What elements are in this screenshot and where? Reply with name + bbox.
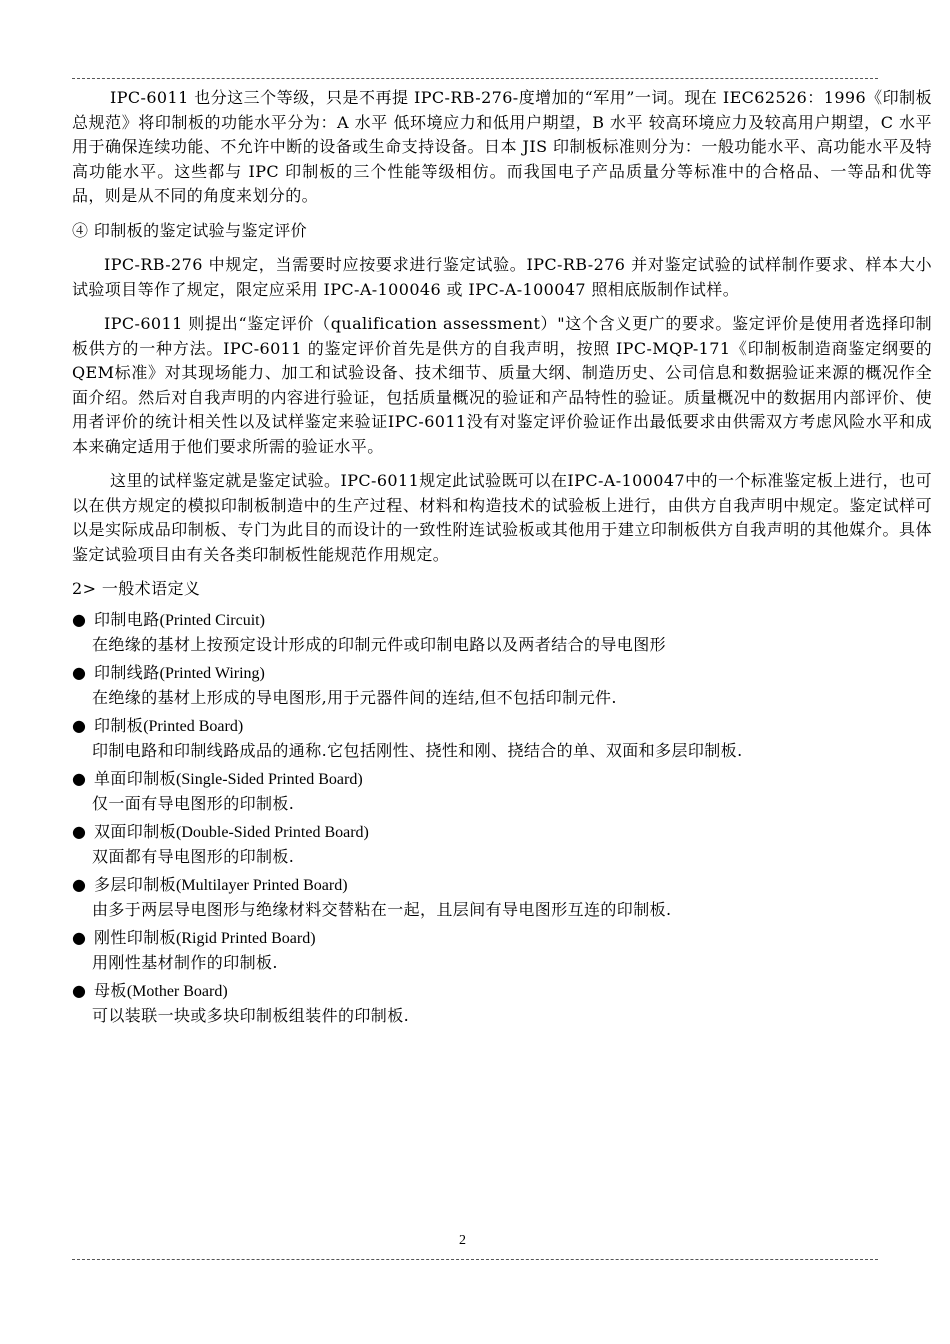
term-item: ● 印制电路(Printed Circuit)	[72, 608, 932, 634]
term-definition: 由多于两层导电图形与绝缘材料交替粘在一起，且层间有导电图形互连的印制板.	[92, 900, 672, 919]
bullet-icon: ●	[72, 609, 87, 629]
term-definition: 用刚性基材制作的印制板.	[92, 953, 278, 972]
bullet-icon: ●	[72, 768, 87, 788]
term-item: ● 印制板(Printed Board)	[72, 714, 932, 740]
bullet-icon: ●	[72, 980, 87, 1000]
bullet-icon: ●	[72, 874, 87, 894]
term-definition: 双面都有导电图形的印制板.	[92, 847, 295, 866]
bullet-icon: ●	[72, 662, 87, 682]
bullet-icon: ●	[72, 927, 87, 947]
page-body	[72, 86, 932, 1032]
term-item: ● 多层印制板(Multilayer Printed Board)	[72, 873, 932, 899]
bullet-icon: ●	[72, 715, 87, 735]
term-list	[72, 608, 932, 1029]
term-item: ● 双面印制板(Double-Sided Printed Board)	[72, 820, 932, 846]
qualification-paragraph-1: IPC-RB-276 中规定，当需要时应按要求进行鉴定试验。IPC-RB-276 并对鉴定试验的试样制作要求、样本大小试验项目等作了规定，限定应采用 IPC-A-100046 或 IPC-A-100047 照相底版制作试样。	[72, 255, 932, 299]
terms-heading: 2> 一般术语定义	[72, 579, 201, 598]
term-definition: 仅一面有导电图形的印制板.	[92, 794, 295, 813]
term-item: ● 母板(Mother Board)	[72, 979, 932, 1005]
qualification-paragraph-2: IPC-6011 则提出“鉴定评价（qualification assessment）"这个含义更广的要求。鉴定评价是使用者选择印制板供方的一种方法。IPC-6011 的鉴定评价首先是供方的自我声明，按照 IPC-MQP-171《印制板制造商鉴定纲要的QEM标准》对其现场能力、加工和试验设备、技术细节、质量大纲、制造历史、公司信息和数据验证来源的概况作全面介绍。然后对自我声明的内容进行验证，包括质量概况的验证和产品特性的验证。质量概况中的数据用内部评价、使用者评价的统计相关性以及试样鉴定来验证IPC-6011没有对鉴定评价验证作出最低要求由供需双方考虑风险水平和成本来确定适用于他们要求所需的验证水平。	[72, 314, 932, 456]
qualification-paragraph-3: 这里的试样鉴定就是鉴定试验。IPC-6011规定此试验既可以在IPC-A-100047中的一个标准鉴定板上进行，也可以在供方规定的模拟印制板制造中的生产过程、材料和构造技术的试验板上进行，由供方自我声明中规定。鉴定试样可以是实际成品印制板、专门为此目的而设计的一致性附连试验板或其他用于建立印制板供方自我声明的其他媒介。具体鉴定试验项目由有关各类印制板性能规范作用规定。	[72, 471, 932, 564]
footer-divider	[72, 1259, 878, 1260]
term-definition: 印制电路和印制线路成品的通称.它包括刚性、挠性和刚、挠结合的单、双面和多层印制板.	[92, 741, 743, 760]
section-heading-qualification: ④ 印制板的鉴定试验与鉴定评价	[72, 220, 308, 240]
term-definition: 在绝缘的基材上形成的导电图形,用于元器件间的连结,但不包括印制元件.	[92, 688, 617, 707]
term-item: ● 单面印制板(Single-Sided Printed Board)	[72, 767, 932, 793]
term-definition: 在绝缘的基材上按预定设计形成的印制元件或印制电路以及两者结合的导电图形	[92, 635, 667, 654]
header-divider	[72, 78, 878, 79]
intro-paragraph: IPC-6011 也分这三个等级，只是不再提 IPC-RB-276-度增加的“军用”一词。现在 IEC62526：1996《印制板总规范》将印制板的功能水平分为：A 水平 低环境应力和低用户期望，B 水平 较高环境应力及较高用户期望，C 水平 用于确保连续功能、不允许中断的设备或生命支持设备。日本 JIS 印制板标准则分为：一般功能水平、高功能水平及特高功能水平。这些都与 IPC 印制板的三个性能等级相仿。而我国电子产品质量分等标准中的合格品、一等品和优等品，则是从不同的角度来划分的。	[72, 88, 932, 205]
term-definition: 可以装联一块或多块印制板组装件的印制板.	[92, 1006, 410, 1025]
bullet-icon: ●	[72, 821, 87, 841]
term-item: ● 刚性印制板(Rigid Printed Board)	[72, 926, 932, 952]
page-number: 2	[459, 1233, 466, 1248]
term-item: ● 印制线路(Printed Wiring)	[72, 661, 932, 687]
